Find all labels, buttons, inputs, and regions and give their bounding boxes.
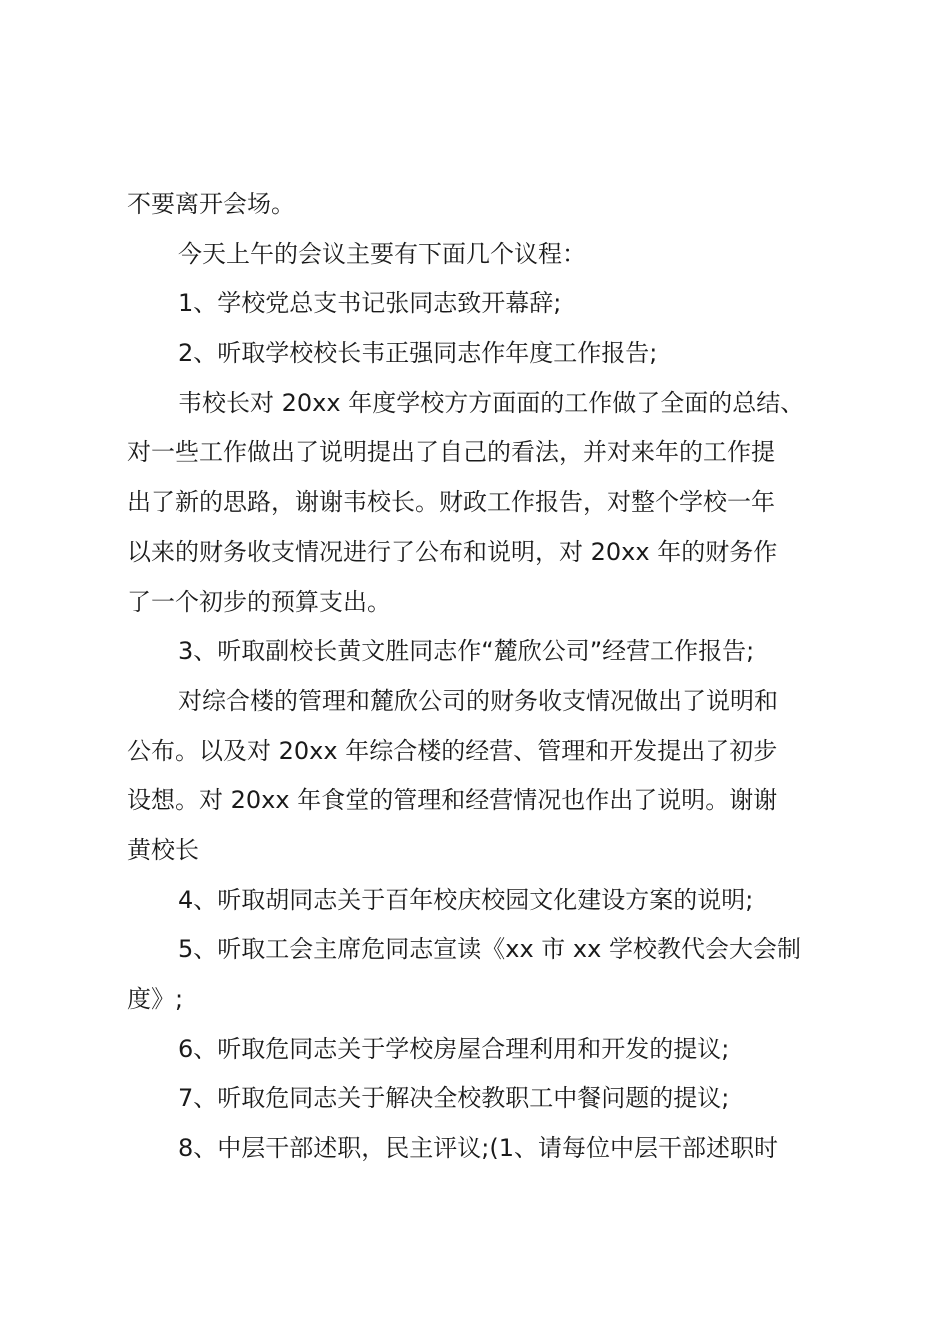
agenda-item: 5、听取工会主席危同志宣读《xx 市 xx 学校教代会大会制 [178, 935, 801, 964]
text-line: 不要离开会场。 [127, 190, 295, 218]
text-line: 今天上午的会议主要有下面几个议程： [178, 239, 586, 268]
agenda-item: 3、听取副校长黄文胜同志作“麓欣公司”经营工作报告; [178, 637, 755, 666]
document-body [127, 180, 837, 1174]
text-line: 以来的财务收支情况进行了公布和说明，对 20xx 年的财务作 [127, 537, 778, 566]
agenda-item: 2、听取学校校长韦正强同志作年度工作报告; [178, 339, 658, 368]
text-line: 对综合楼的管理和麓欣公司的财务收支情况做出了说明和 [178, 686, 778, 715]
text-line: 出了新的思路，谢谢韦校长。财政工作报告，对整个学校一年 [127, 488, 775, 517]
text-line: 黄校长 [127, 835, 199, 864]
text-line: 设想。对 20xx 年食堂的管理和经营情况也作出了说明。谢谢 [127, 786, 778, 815]
agenda-item: 4、听取胡同志关于百年校庆校园文化建设方案的说明; [178, 885, 754, 914]
text-line: 公布。以及对 20xx 年综合楼的经营、管理和开发提出了初步 [127, 736, 778, 765]
text-line: 度》; [127, 985, 184, 1013]
agenda-item: 1、学校党总支书记张同志致开幕辞; [178, 289, 562, 318]
text-line: 了一个初步的预算支出。 [127, 587, 391, 616]
agenda-item: 6、听取危同志关于学校房屋合理利用和开发的提议; [178, 1034, 730, 1063]
agenda-item: 7、听取危同志关于解决全校教职工中餐问题的提议; [178, 1084, 730, 1113]
text-line: 对一些工作做出了说明提出了自己的看法，并对来年的工作提 [127, 438, 775, 467]
text-line: 韦校长对 20xx 年度学校方方面面的工作做了全面的总结、 [178, 388, 805, 417]
agenda-item: 8、中层干部述职，民主评议;(1、请每位中层干部述职时 [178, 1134, 778, 1163]
